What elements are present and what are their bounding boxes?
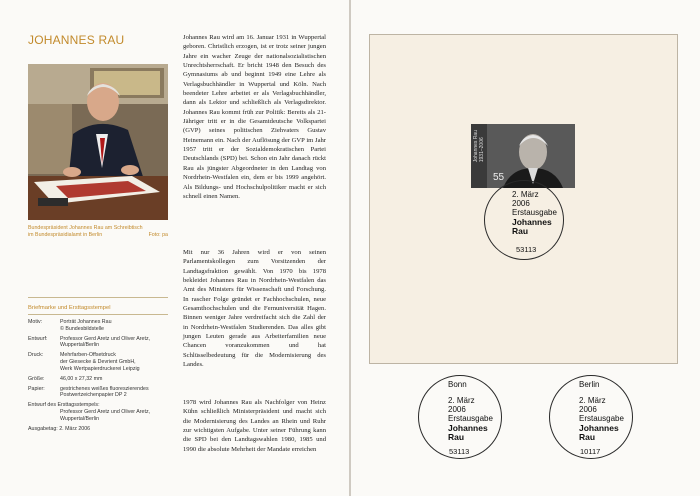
detail-value: Porträt Johannes Rau	[60, 319, 112, 325]
paragraph-text: Mit nur 36 Jahren wird er von seinen Parlamentskollegen zum Vorsitzenden der Landtagsfraktion gewählt. Von 1970 bis 1978 bekleidet Johannes Rau in Nordrhein-Westfalen das Amt des Ministers für Wissenschaft und Forschung. In rascher Folge gründet er Fachhochschulen, neue Gesamthochschulen und die Fernuniversität Hagen. Binnen weniger Jahre verdreifacht sich die Zahl der in Nordrhein-Westfalen Studierenden. Das alles gibt jungen Leuten gerade aus Arbeiterfamilien neue Chancen voranzukommen und hat Schlüsselbedeutung für die Modernisierung des Landes.	[183, 249, 326, 369]
cancel-name: Rau	[512, 226, 529, 236]
detail-value: Wuppertal/Berlin	[60, 415, 100, 422]
photo-credit: Foto: pa	[148, 232, 168, 238]
detail-row	[28, 376, 173, 383]
detail-value: Wuppertal/Berlin	[60, 342, 100, 349]
cancel-date: 2. März	[579, 396, 606, 405]
detail-row	[28, 336, 173, 349]
detail-row	[28, 319, 173, 332]
berlin-cancellation	[549, 375, 633, 459]
paragraph-text: Johannes Rau wird am 16. Januar 1931 in Wuppertal geboren. Christlich erzogen, ist er trotz seiner jungen Jahre ein wacher Zeuge der nationalsozialistischen Unrechtsherrschaft. Er bricht 1948 den Besuch des Gymnasiums ab und beginnt 1949 eine Lehre als Verlagsbuchhändler in Wuppertal und Köln. Nach beendeter Lehre arbeitet er als Verlagsbuchhändler, dann als Lektor und schließlich als Verlagsdirektor. Johannes Rau kommt früh zur Politik: Bereits als 21-Jähriger tritt er in die Gesamtdeutsche Volkspartei (GVP) seines politischen Ziehvaters Gustav Heinemann ein. Nach der Auflösung der GVP im Jahr 1957 tritt er der Sozialdemokratischen Partei Deutschlands (SPD) bei. Schon ein Jahr danach rückt Rau als jüngster Abgeordneter in den Landtag von Nordrhein-Westfalen ein, dem er bis 1999 angehört. Als Bildungs- und Hochschulpolitiker macht er sich schnell einen Namen.	[183, 34, 326, 200]
cancel-year: 2006	[512, 199, 530, 208]
detail-value: 46,00 x 27,32 mm	[60, 375, 103, 382]
cancel-name: Johannes	[579, 423, 619, 433]
cancel-year: 2006	[579, 405, 597, 414]
cancel-text: Erstausgabe	[512, 208, 557, 217]
issue-date: Ausgabetag: 2. März 2006	[28, 425, 91, 432]
cancel-zip: 53113	[516, 245, 537, 254]
photo-caption	[28, 225, 168, 239]
bonn-cancellation	[418, 375, 502, 459]
detail-value: Werk Wertpapierdruckerei Leipzig	[60, 365, 140, 372]
caption-line: im Bundespräsidialamt in Berlin	[28, 232, 103, 238]
biography-paragraph	[183, 33, 326, 201]
detail-row	[28, 352, 173, 372]
cancel-zip: 53113	[449, 447, 470, 456]
stamp-details	[28, 319, 173, 432]
detail-label: Entwurf des Ersttagsstempels:	[28, 402, 100, 409]
detail-row	[28, 386, 173, 399]
stamp-value: 55	[493, 172, 505, 183]
detail-label: Druck:	[28, 352, 44, 359]
detail-value: Professor Gerd Aretz und Oliver Aretz,	[60, 335, 151, 342]
paragraph-text: 1978 wird Johannes Rau als Nachfolger von Heinz Kühn schließlich Ministerpräsident und macht sich die Modernisierung des Landes an Rhein und Ruhr zur wichtigsten Aufgabe. Unter seiner Führung kann die SPD bei den Landtagswahlen 1980, 1985 und 1990 die absolute Mehrheit der Mandate erreichen	[183, 399, 326, 453]
cancel-year: 2006	[448, 405, 466, 414]
detail-value: Professor Gerd Aretz und Oliver Aretz,	[60, 409, 151, 416]
biography-paragraph	[183, 398, 326, 454]
detail-value: © Bundesbildstelle	[60, 325, 104, 332]
divider	[28, 297, 168, 298]
cancel-date: 2. März	[512, 190, 539, 199]
detail-label: Größe:	[28, 375, 45, 382]
cancel-city: Berlin	[579, 380, 600, 389]
postage-stamp	[471, 124, 575, 188]
biography-paragraph	[183, 248, 326, 369]
cancel-text: Erstausgabe	[579, 414, 624, 423]
stamp-name: Johannes Rau	[473, 130, 479, 163]
detail-value: der Giesecke & Devrient GmbH,	[60, 358, 136, 365]
cancel-name: Rau	[579, 432, 596, 442]
stamp-side-text	[473, 130, 485, 162]
detail-value: Postwertzeichenpapier DP 2	[60, 392, 127, 399]
detail-value: Mehrfarben-Offsetdruck	[60, 352, 116, 359]
caption-line: Bundespräsident Johannes Rau am Schreibtisch	[28, 225, 143, 231]
cancel-text: Erstausgabe	[448, 414, 493, 423]
page-title: JOHANNES RAU	[28, 33, 125, 47]
detail-label: Entwurf:	[28, 335, 48, 342]
cancel-name: Johannes	[512, 217, 552, 227]
portrait-photo	[28, 64, 168, 220]
cancel-name: Rau	[448, 432, 465, 442]
first-day-cancellation	[484, 180, 564, 260]
left-page	[0, 0, 349, 496]
cancel-date: 2. März	[448, 396, 475, 405]
section-heading: Briefmarke und Ersttagsstempel	[28, 305, 111, 311]
detail-value: gestrichenes weißes fluoreszierendes	[60, 385, 149, 392]
detail-label: Motiv:	[28, 319, 43, 325]
detail-label: Papier:	[28, 385, 45, 392]
stamp-years: 1931–2006	[479, 137, 485, 163]
cancel-city: Bonn	[448, 380, 467, 389]
divider	[28, 314, 168, 315]
cancel-name: Johannes	[448, 423, 488, 433]
cancel-zip: 10117	[580, 447, 601, 456]
